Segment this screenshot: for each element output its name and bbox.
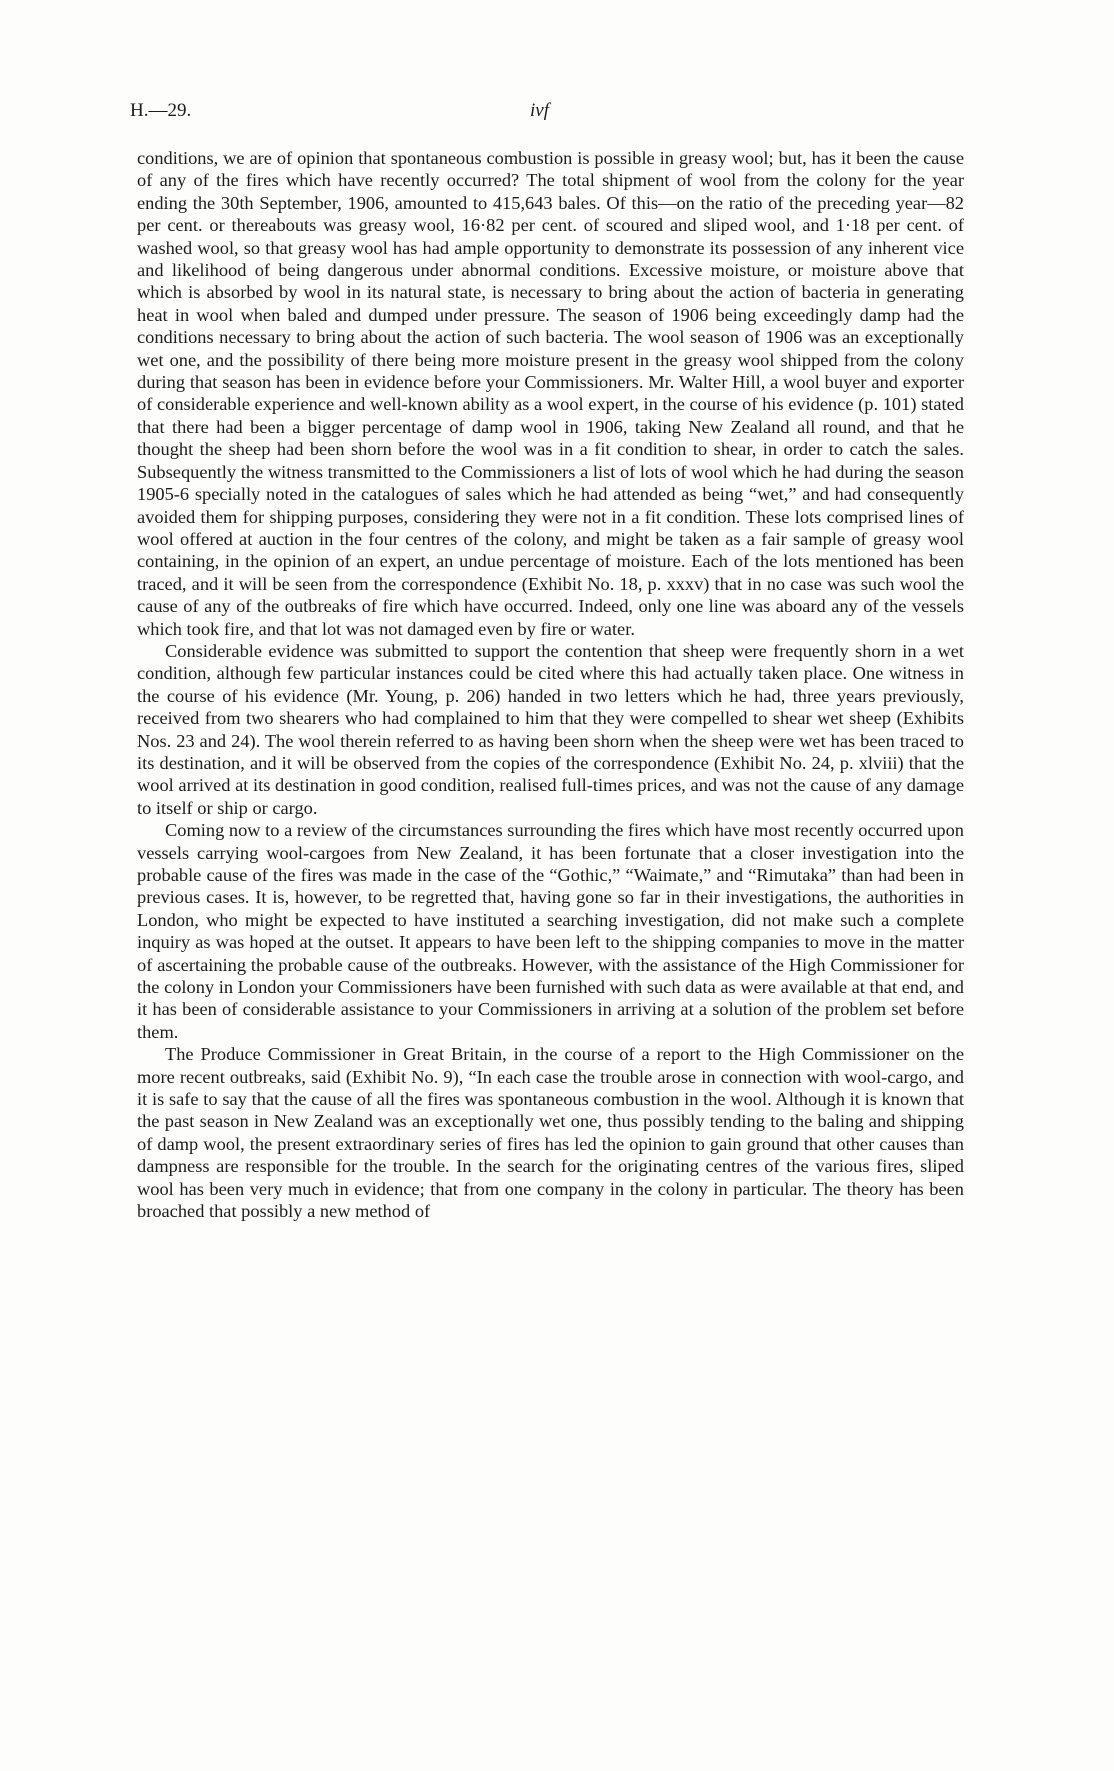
paragraph-recent-fires: Coming now to a review of the circumstances surrounding the fires which have most recently occurred upon vessels carrying wool-cargoes from New Zealand, it has been fortunate that a closer investigation into the probable cause of the fires was made in the case of the “Gothic,” “Waimate,” and “Rimutaka” than had been in previous cases. It is, however, to be regretted that, having gone so far in their investigations, the authorities in London, who might be expected to have instituted a searching investigation, did not make such a complete inquiry as was hoped at the outset. It appears to have been left to the shipping companies to move in the matter of ascertaining the probable cause of the outbreaks. However, with the assistance of the High Commissioner for the colony in London your Commissioners have been furnished with such data as were available at that end, and it has been of considerable assistance to your Commissioners in arriving at a solution of the problem set before them.	[137, 820, 964, 1042]
body-text	[137, 147, 964, 1223]
paragraph-wet-shearing: Considerable evidence was submitted to support the contention that sheep were frequently shorn in a wet condition, although few particular instances could be cited where this had actually taken place. One witness in the course of his evidence (Mr. Young, p. 206) handed in two letters which he had, three years previously, received from two shearers who had complained to him that they were compelled to shear wet sheep (Exhibits Nos. 23 and 24). The wool therein referred to as having been shorn when the sheep were wet has been traced to its destination, and it will be observed from the copies of the correspondence (Exhibit No. 24, p. xlviii) that the wool arrived at its destination in good condition, realised full-times prices, and was not the cause of any damage to itself or ship or cargo.	[137, 640, 964, 818]
paragraph-continuation: conditions, we are of opinion that spontaneous combustion is possible in greasy wool; but, has it been the cause of any of the fires which have recently occurred? The total shipment of wool from the colony for the year ending the 30th September, 1906, amounted to 415,643 bales. Of this—on the ratio of the preceding year—82 per cent. or thereabouts was greasy wool, 16·82 per cent. of scoured and sliped wool, and 1·18 per cent. of washed wool, so that greasy wool has had ample opportunity to demonstrate its possession of any inherent vice and likelihood of being dangerous under abnormal conditions. Excessive moisture, or moisture above that which is absorbed by wool in its natural state, is necessary to bring about the action of bacteria in generating heat in wool when baled and dumped under pressure. The season of 1906 being exceedingly damp had the conditions necessary to bring about the action of such bacteria. The wool season of 1906 was an exceptionally wet one, and the possibility of there being more moisture present in the greasy wool shipped from the colony during that season has been in evidence before your Commissioners. Mr. Walter Hill, a wool buyer and exporter of considerable experience and well-known ability as a wool expert, in the course of his evidence (p. 101) stated that there had been a bigger percentage of damp wool in 1906, taking New Zealand all round, and that he thought the sheep had been shorn before the wool was in a fit condition to shear, in order to catch the sales. Subsequently the witness transmitted to the Commissioners a list of lots of wool which he had during the season 1905-6 specially noted in the catalogues of sales which he had attended as being “wet,” and had consequently avoided them for shipping purposes, considering they were not in a fit condition. These lots comprised lines of wool offered at auction in the four centres of the colony, and might be taken as a fair sample of greasy wool containing, in the opinion of an expert, an undue percentage of moisture. Each of the lots mentioned has been traced, and it will be seen from the correspondence (Exhibit No. 18, p. xxxv) that in no case was such wool the cause of any of the outbreaks of fire which have occurred. Indeed, only one line was aboard any of the vessels which took fire, and that lot was not damaged even by fire or water.	[137, 148, 964, 639]
document-reference: H.—29.	[130, 100, 192, 121]
page-number: ivf	[530, 100, 549, 121]
paragraph-produce-commissioner: The Produce Commissioner in Great Britain, in the course of a report to the High Commissioner on the more recent outbreaks, said (Exhibit No. 9), “In each case the trouble arose in connection with wool-cargo, and it is safe to say that the cause of all the fires was spontaneous combustion in the wool. Although it is known that the past season in New Zealand was an exceptionally wet one, thus possibly tending to the baling and shipping of damp wool, the present extraordinary series of fires has led the opinion to gain ground that other causes than dampness are responsible for the trouble. In the search for the originating centres of the various fires, sliped wool has been very much in evidence; that from one company in the colony in particular. The theory has been broached that possibly a new method of	[137, 1044, 964, 1222]
page-header	[130, 100, 970, 126]
